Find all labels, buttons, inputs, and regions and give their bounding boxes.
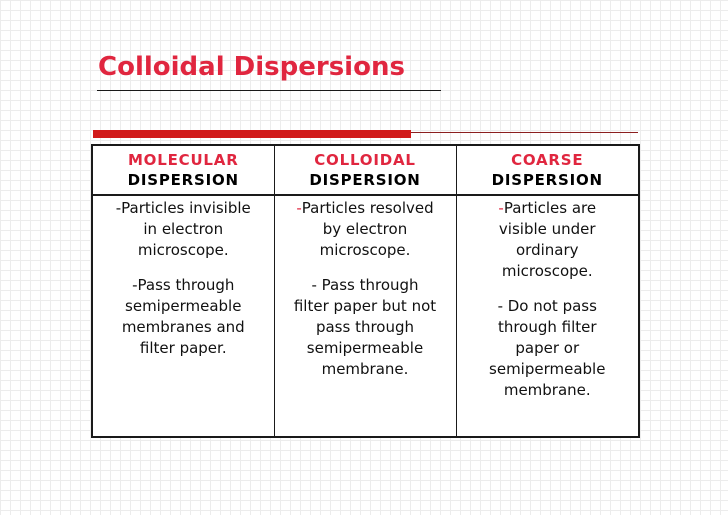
text-line: - Do not pass [497,297,597,315]
text-line: microscope. [501,262,593,280]
coarse-filtration [457,296,639,401]
header-coarse-line2: DISPERSION [491,171,603,189]
molecular-visibility [93,198,274,261]
text-fragment: Particles are [503,199,597,217]
cell-colloidal [274,195,456,437]
text-line: semipermeable [306,339,424,357]
text-line: - Pass through [311,276,419,294]
header-colloidal-line1: COLLOIDAL [314,151,416,169]
header-row [92,145,639,195]
cell-molecular [92,195,274,437]
text-line: microscope. [319,241,411,259]
colloidal-filtration [275,275,456,380]
header-molecular-line1: MOLECULAR [127,151,239,169]
text-fragment: Particles resolved [301,199,434,217]
text-line: -Particles invisible [115,199,251,217]
text-line: pass through [315,318,415,336]
comparison-table [91,144,640,438]
text-line: visible under [498,220,596,238]
bullet-dash: - [296,199,302,217]
text-line: filter paper but not [293,297,437,315]
text-line [275,198,456,219]
accent-line [411,132,638,133]
text-line: membrane. [503,381,591,399]
text-line: filter paper. [139,339,227,357]
molecular-filtration [93,275,274,359]
body-row [92,195,639,437]
text-line: semipermeable [489,360,606,378]
text-line: membranes and [121,318,245,336]
header-colloidal [274,145,456,195]
header-molecular [92,145,274,195]
text-line: ordinary [515,241,579,259]
text-line: semipermeable [125,297,242,315]
cell-coarse [456,195,639,437]
text-line: by electron [322,220,408,238]
header-colloidal-line2: DISPERSION [309,171,421,189]
accent-bar [93,130,411,138]
colloidal-visibility [275,198,456,261]
text-line: microscope. [137,241,229,259]
text-line [457,198,639,219]
title-underline [97,90,441,91]
text-line: paper or [515,339,580,357]
coarse-visibility [457,198,639,282]
header-molecular-line2: DISPERSION [127,171,239,189]
slide-title: Colloidal Dispersions [98,52,405,82]
text-line: membrane. [321,360,409,378]
header-coarse-line1: COARSE [511,151,584,169]
text-line: in electron [143,220,224,238]
bullet-dash: - [498,199,504,217]
text-line: through filter [497,318,597,336]
text-line: -Pass through [132,276,235,294]
header-coarse [456,145,639,195]
